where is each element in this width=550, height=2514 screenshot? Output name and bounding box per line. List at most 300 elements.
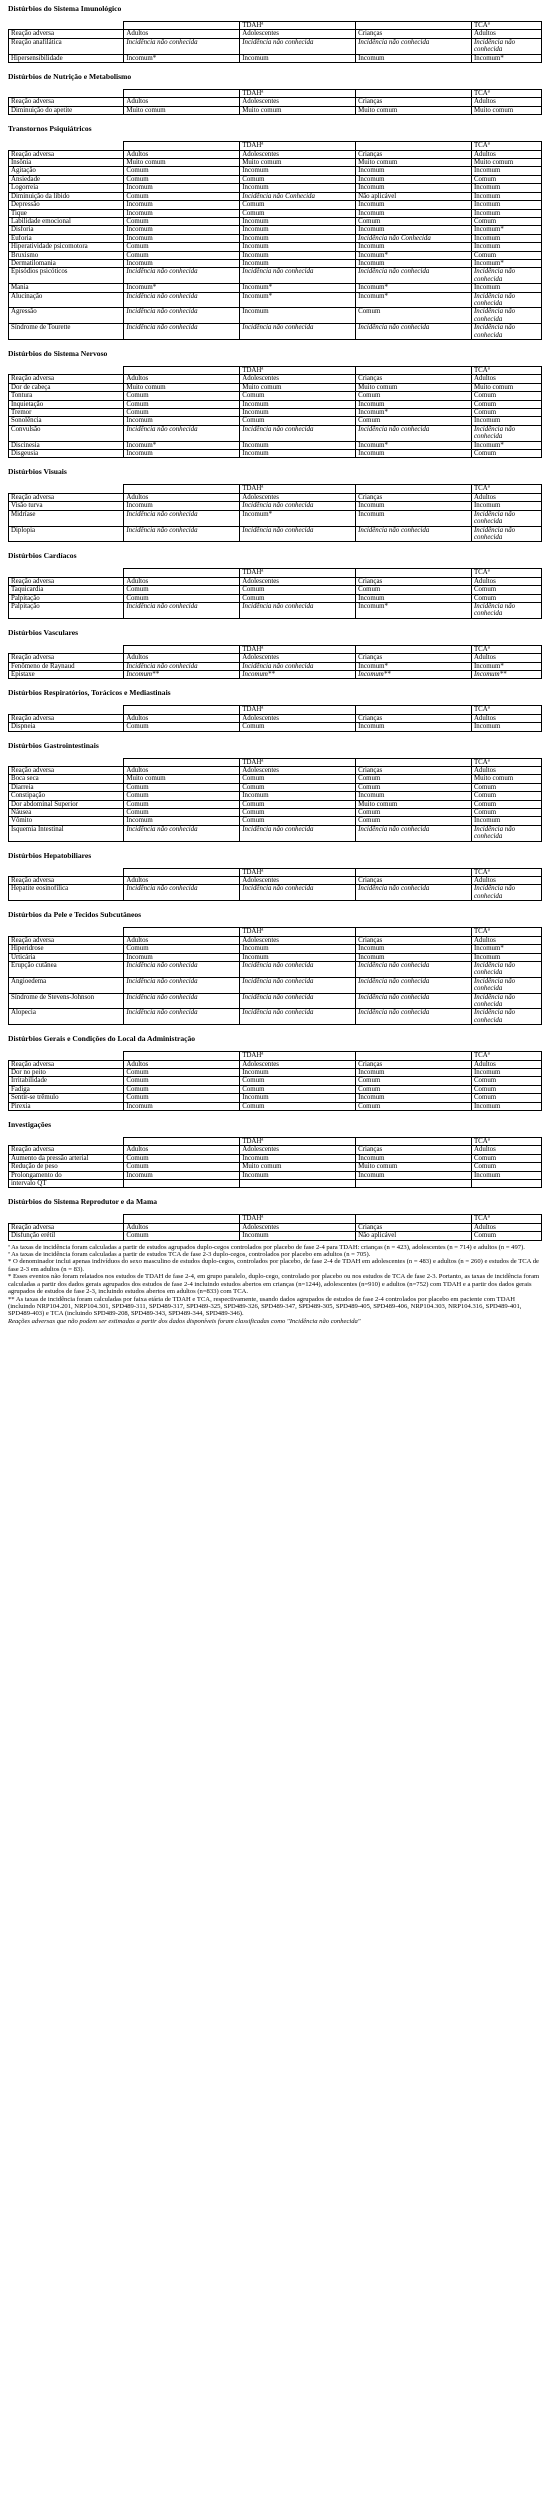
frequency-cell: Adolescentes xyxy=(240,1060,356,1068)
tdah-header: TDAHª xyxy=(240,645,356,653)
frequency-cell: Comum xyxy=(356,783,472,791)
frequency-cell: Incomum* xyxy=(356,602,472,618)
tca-header: TCAª xyxy=(471,758,541,766)
tdah-header: TDAHª xyxy=(240,758,356,766)
group-header-row xyxy=(9,1052,542,1060)
frequency-cell: Incomum xyxy=(240,945,356,953)
frequency-cell: Incomum xyxy=(124,209,240,217)
reaction-cell: Boca seca xyxy=(9,775,124,783)
adverse-reaction-table xyxy=(8,705,542,731)
frequency-cell: Incomum xyxy=(124,234,240,242)
frequency-cell: Comum xyxy=(240,201,356,209)
frequency-cell: Comum xyxy=(356,217,472,225)
frequency-cell: Incomum xyxy=(356,54,472,62)
table-row xyxy=(9,54,542,62)
frequency-cell: Incomum xyxy=(124,226,240,234)
frequency-cell: Incomum* xyxy=(471,54,541,62)
reaction-cell: Agressão xyxy=(9,308,124,324)
footnote: ª As taxas de incidência foram calculadas a partir de estudos agrupados duplo-cegos controlados por placebo de fase 2-4 para TDAH: crianças (n = 423), adolescentes (n = 714) e adultos (n = 497). xyxy=(8,1243,525,1251)
table-row xyxy=(9,425,542,441)
frequency-cell: Incidência não conhecida xyxy=(124,825,240,841)
table-row xyxy=(9,792,542,800)
reaction-cell: Sentir-se trêmulo xyxy=(9,1094,124,1102)
section xyxy=(8,1197,542,1240)
frequency-cell: Incomum xyxy=(240,308,356,324)
reaction-cell: Angioedema xyxy=(9,977,124,993)
frequency-cell: Comum xyxy=(240,800,356,808)
frequency-cell: Incomum xyxy=(471,1171,541,1179)
frequency-cell: Incomum xyxy=(471,953,541,961)
header-empty-cell xyxy=(356,1215,472,1223)
section xyxy=(8,349,542,458)
reaction-cell: Constipação xyxy=(9,792,124,800)
header-empty-cell xyxy=(124,868,240,876)
adverse-reaction-table xyxy=(8,758,542,842)
reaction-cell: Visão turva xyxy=(9,502,124,510)
frequency-cell: Comum xyxy=(124,1094,240,1102)
frequency-cell: Comum xyxy=(240,809,356,817)
reaction-cell: Diminuição da libido xyxy=(9,192,124,200)
table-row xyxy=(9,217,542,225)
frequency-cell: Comum xyxy=(471,217,541,225)
tca-header: TCAª xyxy=(471,928,541,936)
frequency-cell: Comum xyxy=(124,1163,240,1171)
table-row xyxy=(9,1068,542,1076)
table-row xyxy=(9,586,542,594)
frequency-cell: Incomum xyxy=(124,953,240,961)
frequency-cell: Incomum xyxy=(356,201,472,209)
frequency-cell: Comum xyxy=(124,192,240,200)
header-empty-cell xyxy=(356,868,472,876)
frequency-cell: Incidência não conhecida xyxy=(124,425,240,441)
frequency-cell: Incidência não conhecida xyxy=(124,1009,240,1025)
reaction-cell: Náusea xyxy=(9,809,124,817)
frequency-cell: Incomum xyxy=(356,1094,472,1102)
header-empty-cell xyxy=(9,367,124,375)
table-row xyxy=(9,961,542,977)
table-row xyxy=(9,977,542,993)
column-header-row xyxy=(9,30,542,38)
footnote: ** As taxas de incidência foram calculadas por faixa etária de TDAH e TCA, respectivamente, usando dados agrupados de estudos de fase 2-4 controlados por placebo em paciente com TDAH (incluindo NRP104.201, NRP104.301, SPD489-311, SPD489-317, SPD489-325, SPD489-326, SPD489-347, SPD489-305, SPD489-405, SPD489-406, NRP104.303, NRP104.316, SPD489-401, SPD489-403) e TCA (incluindo SPD489-208, SPD489-343, SPD489-344, SPD489-346). xyxy=(8,1295,522,1318)
group-header-row xyxy=(9,90,542,98)
table-row xyxy=(9,226,542,234)
title-gap xyxy=(8,14,542,21)
frequency-cell: Comum xyxy=(124,175,240,183)
tca-header: TCAª xyxy=(471,1215,541,1223)
tca-header: TCAª xyxy=(471,22,541,30)
reaction-cell: Reação adversa xyxy=(9,493,124,501)
frequency-cell: Muito comum xyxy=(356,1163,472,1171)
frequency-cell: Comum xyxy=(471,450,541,458)
tdah-header: TDAHª xyxy=(240,22,356,30)
frequency-cell: Incidência não conhecida xyxy=(471,425,541,441)
reaction-cell: Síndrome de Tourette xyxy=(9,324,124,340)
frequency-cell: Crianças xyxy=(356,877,472,885)
frequency-cell: Incomum xyxy=(356,184,472,192)
column-header-row xyxy=(9,936,542,944)
frequency-cell: Incomum xyxy=(356,953,472,961)
frequency-cell: Não aplicável xyxy=(356,192,472,200)
frequency-cell: Comum xyxy=(471,783,541,791)
group-header-row xyxy=(9,928,542,936)
frequency-cell: Comum xyxy=(124,1085,240,1093)
frequency-cell: Incidência não conhecida xyxy=(356,268,472,284)
group-header-row xyxy=(9,1215,542,1223)
column-header-row xyxy=(9,493,542,501)
frequency-cell: Incomum xyxy=(471,1102,541,1110)
frequency-cell: Adultos xyxy=(124,150,240,158)
frequency-cell: Incidência não conhecida xyxy=(240,662,356,670)
reaction-cell: Dor no peito xyxy=(9,1068,124,1076)
frequency-cell: Comum xyxy=(356,1077,472,1085)
section xyxy=(8,4,542,63)
frequency-cell: Comum xyxy=(356,775,472,783)
frequency-cell: Comum xyxy=(124,400,240,408)
frequency-cell: Comum xyxy=(240,1085,356,1093)
frequency-cell: Comum xyxy=(471,1154,541,1162)
frequency-cell: Adultos xyxy=(124,936,240,944)
reaction-cell: Discinesia xyxy=(9,441,124,449)
header-empty-cell xyxy=(356,645,472,653)
frequency-cell: Incidência não conhecida xyxy=(124,268,240,284)
frequency-cell: Incidência não conhecida xyxy=(356,425,472,441)
adverse-reaction-table xyxy=(8,484,542,542)
column-header-row xyxy=(9,150,542,158)
header-empty-cell xyxy=(9,928,124,936)
reaction-cell: Urticária xyxy=(9,953,124,961)
reaction-cell: Hiperidrose xyxy=(9,945,124,953)
reaction-cell: Reação adversa xyxy=(9,1060,124,1068)
frequency-cell: Incidência não conhecida xyxy=(471,977,541,993)
table-row xyxy=(9,1163,542,1171)
header-empty-cell xyxy=(356,22,472,30)
section xyxy=(8,688,542,731)
header-empty-cell xyxy=(124,645,240,653)
frequency-cell: Incidência não conhecida xyxy=(124,324,240,340)
section xyxy=(8,72,542,115)
header-empty-cell xyxy=(9,90,124,98)
frequency-cell: Incidência não conhecida xyxy=(471,602,541,618)
reaction-cell: Disforia xyxy=(9,226,124,234)
frequency-cell: Incidência não conhecida xyxy=(240,425,356,441)
group-header-row xyxy=(9,142,542,150)
reaction-cell: Labilidade emocional xyxy=(9,217,124,225)
frequency-cell: Incidência não conhecida xyxy=(124,961,240,977)
header-empty-cell xyxy=(9,645,124,653)
column-header-row xyxy=(9,1223,542,1231)
group-header-row xyxy=(9,367,542,375)
section xyxy=(8,124,542,340)
frequency-cell: Incidência não conhecida xyxy=(471,526,541,542)
frequency-cell: Incidência não conhecida xyxy=(471,825,541,841)
header-empty-cell xyxy=(124,90,240,98)
frequency-cell: Adolescentes xyxy=(240,375,356,383)
header-empty-cell xyxy=(9,142,124,150)
section xyxy=(8,467,542,542)
frequency-cell: Incidência não conhecida xyxy=(124,993,240,1009)
header-empty-cell xyxy=(356,485,472,493)
frequency-cell: Comum xyxy=(124,251,240,259)
frequency-cell: Comum xyxy=(124,809,240,817)
frequency-cell: Adultos xyxy=(471,936,541,944)
adverse-reaction-table xyxy=(8,21,542,63)
table-row xyxy=(9,885,542,901)
title-gap xyxy=(8,1130,542,1137)
title-gap xyxy=(8,561,542,568)
frequency-cell: Comum xyxy=(124,409,240,417)
frequency-cell: Incomum xyxy=(471,234,541,242)
section-title: Distúrbios Visuais xyxy=(8,467,67,477)
frequency-cell: Incomum* xyxy=(240,510,356,526)
frequency-cell: Crianças xyxy=(356,1060,472,1068)
frequency-cell: Incidência não conhecida xyxy=(471,885,541,901)
frequency-cell: Adolescentes xyxy=(240,98,356,106)
section-title: Transtornos Psiquiátricos xyxy=(8,124,92,134)
frequency-cell: Incidência não conhecida xyxy=(356,324,472,340)
frequency-cell: Incidência não conhecida xyxy=(124,526,240,542)
adverse-reaction-table xyxy=(8,366,542,458)
frequency-cell: Incomum xyxy=(356,209,472,217)
frequency-cell: Adultos xyxy=(124,767,240,775)
frequency-cell: Incomum xyxy=(471,417,541,425)
frequency-cell: Comum xyxy=(356,586,472,594)
frequency-cell: Incomum xyxy=(124,817,240,825)
table-row xyxy=(9,308,542,324)
table-row xyxy=(9,1094,542,1102)
table-row xyxy=(9,167,542,175)
frequency-cell: Comum xyxy=(471,586,541,594)
frequency-cell: Incomum xyxy=(471,243,541,251)
frequency-cell: Incomum xyxy=(356,502,472,510)
section xyxy=(8,851,542,902)
table-row xyxy=(9,602,542,618)
table-row xyxy=(9,175,542,183)
section-title: Distúrbios Gastrointestinais xyxy=(8,740,99,750)
frequency-cell: Incidência não conhecida xyxy=(124,292,240,308)
group-header-row xyxy=(9,485,542,493)
frequency-cell: Incidência não Conhecida xyxy=(240,192,356,200)
frequency-cell: Adolescentes xyxy=(240,30,356,38)
frequency-cell: Comum xyxy=(240,723,356,731)
table-row xyxy=(9,106,542,114)
section-title: Distúrbios do Sistema Reprodutor e da Mama xyxy=(8,1197,158,1207)
table-row xyxy=(9,38,542,54)
table-row xyxy=(9,417,542,425)
frequency-cell: Comum xyxy=(471,175,541,183)
footnote: * O denominador inclui apenas indivíduos do sexo masculino de estudos duplo-cegos, controlados por placebo, de fase 2-4 de TDAH em adolescentes (n = 483) e adultos (n = 260) e estudos de TCA de fase 2-3 em adultos (n = 83). xyxy=(8,1258,539,1273)
frequency-cell: Adolescentes xyxy=(240,1223,356,1231)
frequency-cell: Crianças xyxy=(356,936,472,944)
reaction-cell: Isquemia Intestinal xyxy=(9,825,124,841)
table-row xyxy=(9,209,542,217)
frequency-cell: Incomum xyxy=(240,234,356,242)
frequency-cell: Comum xyxy=(471,792,541,800)
adverse-reaction-table xyxy=(8,645,542,680)
frequency-cell: Comum xyxy=(356,417,472,425)
table-row xyxy=(9,159,542,167)
table-row xyxy=(9,284,542,292)
reaction-cell: Reação adversa xyxy=(9,375,124,383)
section xyxy=(8,1034,542,1111)
table-row xyxy=(9,201,542,209)
reaction-cell: Reação adversa xyxy=(9,577,124,585)
column-header-row xyxy=(9,98,542,106)
frequency-cell: Muito comum xyxy=(240,1163,356,1171)
reaction-cell: Aumento da pressão arterial xyxy=(9,1154,124,1162)
frequency-cell: Incomum xyxy=(471,502,541,510)
frequency-cell: Comum xyxy=(240,594,356,602)
frequency-cell: Incomum xyxy=(356,226,472,234)
frequency-cell: Adolescentes xyxy=(240,1146,356,1154)
frequency-cell: Comum xyxy=(124,945,240,953)
frequency-cell: Adultos xyxy=(471,150,541,158)
frequency-cell: Muito comum xyxy=(356,159,472,167)
reaction-cell: Irritabilidade xyxy=(9,1077,124,1085)
header-empty-cell xyxy=(9,1215,124,1223)
reaction-cell: Tique xyxy=(9,209,124,217)
frequency-cell: Adultos xyxy=(471,1060,541,1068)
reaction-cell: Alopecia xyxy=(9,1009,124,1025)
adverse-reaction-table xyxy=(8,1137,542,1188)
title-gap xyxy=(8,1207,542,1214)
tca-header: TCAª xyxy=(471,367,541,375)
frequency-cell: Incomum xyxy=(240,217,356,225)
frequency-cell xyxy=(240,1180,356,1188)
title-gap xyxy=(8,1044,542,1051)
reaction-cell: Sonolência xyxy=(9,417,124,425)
header-empty-cell xyxy=(124,367,240,375)
frequency-cell: Incomum xyxy=(240,226,356,234)
frequency-cell: Incidência não conhecida xyxy=(124,885,240,901)
column-header-row xyxy=(9,1146,542,1154)
tdah-header: TDAHª xyxy=(240,928,356,936)
frequency-cell: Muito comum xyxy=(124,383,240,391)
frequency-cell: Incomum xyxy=(356,1171,472,1179)
tdah-header: TDAHª xyxy=(240,1138,356,1146)
reaction-cell: Bruxismo xyxy=(9,251,124,259)
frequency-cell: Incidência não conhecida xyxy=(356,526,472,542)
frequency-cell: Incomum xyxy=(240,409,356,417)
column-header-row xyxy=(9,714,542,722)
frequency-cell: Comum xyxy=(124,1154,240,1162)
table-row xyxy=(9,723,542,731)
frequency-cell: Adolescentes xyxy=(240,714,356,722)
table-row xyxy=(9,243,542,251)
frequency-cell: Crianças xyxy=(356,1146,472,1154)
table-row xyxy=(9,662,542,670)
reaction-cell: Reação adversa xyxy=(9,98,124,106)
frequency-cell: Incomum* xyxy=(471,945,541,953)
reaction-cell: Euforia xyxy=(9,234,124,242)
frequency-cell: Incomum xyxy=(356,400,472,408)
reaction-cell: Vômito xyxy=(9,817,124,825)
tca-header: TCAª xyxy=(471,868,541,876)
header-empty-cell xyxy=(124,142,240,150)
frequency-cell: Adultos xyxy=(471,767,541,775)
frequency-cell: Incomum* xyxy=(240,284,356,292)
header-empty-cell xyxy=(124,485,240,493)
header-empty-cell xyxy=(124,1138,240,1146)
frequency-cell: Incidência não conhecida xyxy=(356,1009,472,1025)
frequency-cell: Incidência não conhecida xyxy=(124,977,240,993)
frequency-cell: Comum xyxy=(124,1068,240,1076)
header-empty-cell xyxy=(9,758,124,766)
frequency-cell: Comum xyxy=(124,792,240,800)
frequency-cell: Incomum xyxy=(471,723,541,731)
frequency-cell: Incomum xyxy=(240,1171,356,1179)
frequency-cell: Comum xyxy=(124,586,240,594)
section-title: Distúrbios Cardíacos xyxy=(8,551,77,561)
reaction-cell: Reação adversa xyxy=(9,936,124,944)
frequency-cell: Comum xyxy=(124,243,240,251)
reaction-cell: Hepatite eosinofílica xyxy=(9,885,124,901)
table-row xyxy=(9,450,542,458)
frequency-cell: Incomum* xyxy=(356,441,472,449)
tca-header: TCAª xyxy=(471,569,541,577)
footnote: ª As taxas de incidência foram calculadas a partir de estudos TCA de fase 2-3 duplo-cegos, controlados por placebo em adultos (n = 705). xyxy=(8,1251,371,1259)
reaction-cell: Hipersensibilidade xyxy=(9,54,124,62)
table-row xyxy=(9,783,542,791)
frequency-cell: Adultos xyxy=(471,30,541,38)
table-row xyxy=(9,502,542,510)
reaction-cell: Redução de peso xyxy=(9,1163,124,1171)
title-gap xyxy=(8,134,542,141)
header-empty-cell xyxy=(356,142,472,150)
frequency-cell: Adultos xyxy=(124,1223,240,1231)
frequency-cell: Crianças xyxy=(356,375,472,383)
table-row xyxy=(9,1085,542,1093)
section-title: Distúrbios do Sistema Nervoso xyxy=(8,349,108,358)
frequency-cell: Incomum** xyxy=(124,670,240,678)
title-gap xyxy=(8,82,542,89)
title-gap xyxy=(8,751,542,758)
reaction-cell: Palpitação xyxy=(9,594,124,602)
frequency-cell: Comum xyxy=(471,1232,541,1240)
frequency-cell: Incomum* xyxy=(471,441,541,449)
adverse-reaction-table xyxy=(8,568,542,618)
reaction-cell: Dispneia xyxy=(9,723,124,731)
table-row xyxy=(9,324,542,340)
frequency-cell: Incidência não conhecida xyxy=(240,602,356,618)
frequency-cell: Adultos xyxy=(471,1223,541,1231)
frequency-cell: Incomum xyxy=(124,259,240,267)
frequency-cell: Comum xyxy=(356,1102,472,1110)
frequency-cell: Muito comum xyxy=(240,106,356,114)
frequency-cell: Comum xyxy=(240,586,356,594)
document-page xyxy=(8,0,542,1325)
frequency-cell: Adultos xyxy=(471,98,541,106)
section-title: Distúrbios Respiratórios, Torácicos e Mediastinais xyxy=(8,688,171,698)
table-row xyxy=(9,809,542,817)
tca-header: TCAª xyxy=(471,1052,541,1060)
frequency-cell: Muito comum xyxy=(240,383,356,391)
frequency-cell: Incidência não conhecida xyxy=(124,38,240,54)
tca-header: TCAª xyxy=(471,142,541,150)
table-row xyxy=(9,953,542,961)
reaction-cell: Reação adversa xyxy=(9,714,124,722)
frequency-cell: Adolescentes xyxy=(240,654,356,662)
frequency-cell: Incomum xyxy=(356,167,472,175)
frequency-cell: Incomum* xyxy=(471,226,541,234)
frequency-cell: Comum xyxy=(356,817,472,825)
frequency-cell: Muito comum xyxy=(124,159,240,167)
frequency-cell xyxy=(356,1180,472,1188)
frequency-cell: Adultos xyxy=(124,375,240,383)
frequency-cell: Muito comum xyxy=(471,159,541,167)
header-empty-cell xyxy=(356,928,472,936)
title-gap xyxy=(8,861,542,868)
frequency-cell: Incomum xyxy=(240,259,356,267)
